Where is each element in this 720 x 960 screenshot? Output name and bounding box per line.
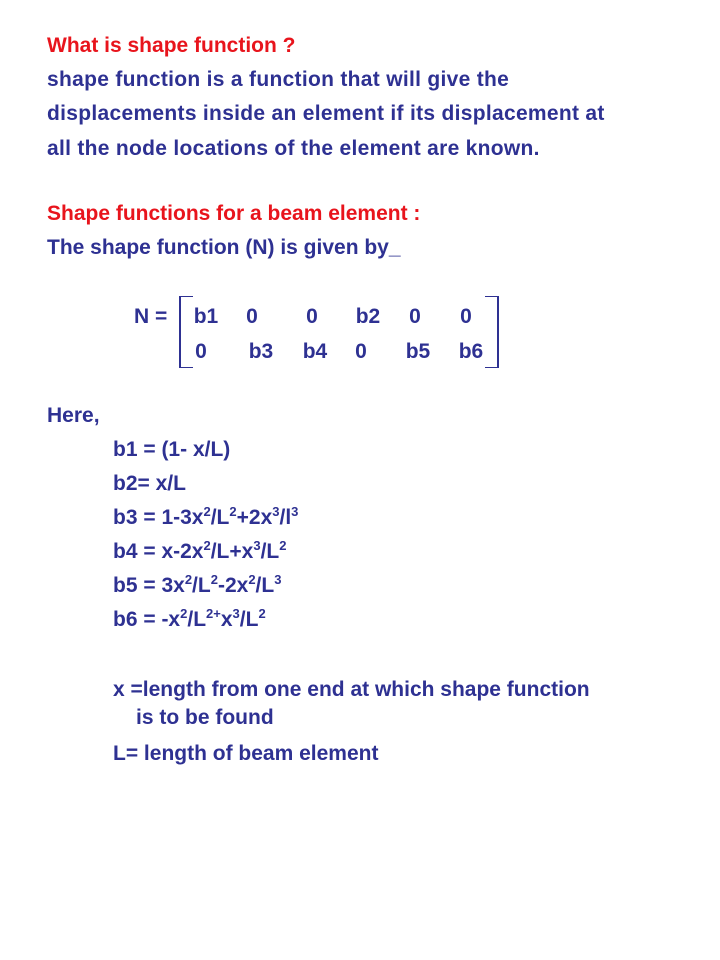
eq-text: /L bbox=[192, 574, 211, 597]
matrix-cell: b5 bbox=[405, 340, 431, 363]
eq-superscript: 2 bbox=[203, 538, 211, 553]
eq-text: -2x bbox=[217, 574, 249, 597]
eq-superscript: 2 bbox=[248, 572, 256, 587]
matrix-cell: b3 bbox=[248, 340, 274, 363]
eq-superscript: 2 bbox=[203, 504, 211, 519]
eq-superscript: 3 bbox=[253, 538, 261, 553]
heading-what-is-shape-function: What is shape function ? bbox=[47, 34, 296, 57]
equation-b1: b1 = (1- x/L) bbox=[113, 438, 231, 461]
x-definition-line-1: x =length from one end at which shape function bbox=[113, 678, 590, 701]
eq-superscript: 2 bbox=[279, 538, 287, 553]
eq-superscript: 2 bbox=[184, 572, 193, 587]
eq-text: +2x bbox=[236, 506, 273, 529]
definition-line-2: displacements inside an element if its displacement at bbox=[47, 102, 605, 125]
here-label: Here, bbox=[47, 404, 100, 427]
matrix-label: N = bbox=[134, 305, 168, 328]
x-definition-line-2: is to be found bbox=[136, 706, 274, 729]
matrix-cell: b1 bbox=[193, 305, 219, 328]
matrix-cell: 0 bbox=[195, 340, 207, 363]
matrix-cell: 0 bbox=[355, 340, 367, 363]
eq-text: /l bbox=[279, 506, 292, 529]
eq-text: x bbox=[220, 608, 233, 631]
intro-line: The shape function (N) is given by_ bbox=[47, 236, 401, 259]
eq-superscript: 3 bbox=[274, 572, 282, 587]
eq-text: b3 = 1-3x bbox=[113, 506, 204, 529]
eq-superscript: 2 bbox=[210, 572, 218, 587]
eq-superscript: 3 bbox=[291, 504, 299, 519]
equation-b2: b2= x/L bbox=[113, 472, 186, 495]
eq-superscript: 2 bbox=[258, 606, 266, 621]
eq-superscript: 3 bbox=[232, 606, 240, 621]
matrix-cell: 0 bbox=[246, 305, 258, 328]
equation-b3 bbox=[113, 506, 298, 530]
eq-text: /L bbox=[239, 608, 259, 631]
l-definition: L= length of beam element bbox=[113, 742, 379, 765]
heading-beam-element: Shape functions for a beam element : bbox=[47, 202, 421, 225]
eq-superscript: 2 bbox=[180, 606, 188, 621]
eq-text: /L+x bbox=[210, 540, 254, 563]
eq-text: /L bbox=[260, 540, 280, 563]
definition-line-3: all the node locations of the element are known. bbox=[47, 137, 540, 160]
eq-superscript: 3 bbox=[272, 504, 280, 519]
matrix-cell: 0 bbox=[409, 305, 421, 328]
eq-text: b6 = -x bbox=[113, 608, 181, 631]
matrix-cell: b4 bbox=[302, 340, 328, 363]
definition-line-1: shape function is a function that will give the bbox=[47, 68, 510, 91]
equation-b4 bbox=[113, 540, 286, 564]
matrix-cell: b6 bbox=[458, 340, 484, 363]
eq-superscript: 2+ bbox=[206, 606, 221, 621]
matrix-cell: b2 bbox=[355, 305, 381, 328]
eq-text: b5 = 3x bbox=[113, 574, 185, 597]
matrix-cell: 0 bbox=[460, 305, 472, 328]
matrix-cell: 0 bbox=[306, 305, 318, 328]
eq-text: /L bbox=[210, 506, 230, 529]
eq-text: /L bbox=[187, 608, 207, 631]
eq-text: /L bbox=[255, 574, 275, 597]
eq-text: b4 = x-2x bbox=[113, 540, 204, 563]
eq-superscript: 2 bbox=[229, 504, 237, 519]
equation-b5 bbox=[113, 574, 281, 598]
equation-b6 bbox=[113, 608, 266, 632]
